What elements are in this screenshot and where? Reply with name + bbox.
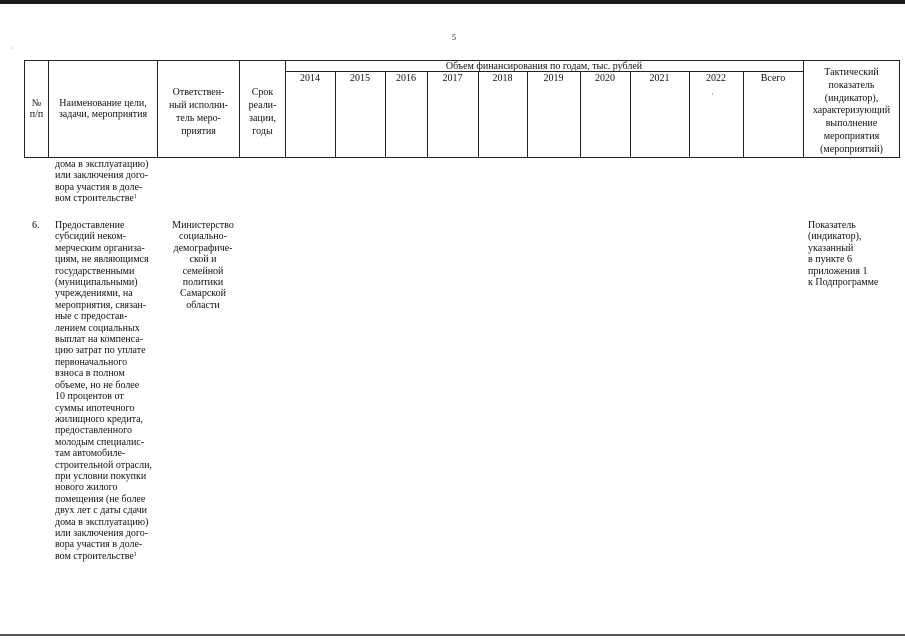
row6-name-text: 10 процентов от: [55, 391, 124, 403]
row6-name-line: [55, 539, 152, 550]
row6-name-line: [55, 528, 152, 539]
row6-name-text: двух лет с даты сдачи: [55, 505, 148, 517]
row6-name-line: [55, 266, 152, 277]
continuation-line: вом строительстве: [55, 193, 134, 205]
col-line: [385, 71, 386, 158]
row6-name-line: [55, 243, 152, 254]
header-year-2015: 2015: [350, 73, 370, 84]
row6-name-text: там автомобиле-: [55, 448, 126, 460]
header-year-2020: 2020: [595, 73, 615, 84]
header-total: Всего: [760, 73, 786, 84]
row6-name-line: [55, 414, 152, 425]
footnote-mark: 1: [133, 551, 137, 558]
header-year-2017: 2017: [442, 73, 463, 84]
row6-name-text: строительной отрасли,: [55, 459, 152, 471]
top-border: [0, 0, 905, 4]
row6-name-line: [55, 380, 152, 391]
row6-name-line: [55, 505, 152, 516]
col-line: [527, 71, 528, 158]
row6-name-text: суммы ипотечного: [55, 402, 135, 414]
row6-name-text: или заключения дого-: [55, 527, 149, 539]
header-term: Срок реали- зации, годы: [248, 87, 277, 137]
header-year-2021: 2021: [649, 73, 670, 84]
row6-name-text: выплат на компенса-: [55, 334, 144, 346]
row6-name-text: ные с предостав-: [55, 311, 128, 323]
row6-name-line: [55, 288, 152, 299]
row6-name-text: (муниципальными): [55, 277, 138, 289]
row6-name-text: предоставленного: [55, 425, 132, 437]
header-year-2018: 2018: [492, 73, 513, 84]
row6-name-text: субсидий неком-: [55, 231, 126, 243]
header-num: № п/п: [29, 98, 44, 121]
continuation-line: или заключения дого-: [55, 170, 149, 182]
row6-name-line: [55, 425, 152, 436]
row6-name-line: [55, 391, 152, 402]
continuation-line: вора участия в доле-: [55, 181, 143, 193]
header-funding-title: Объем финансирования по годам, тыс. рублей: [445, 61, 643, 72]
row6-name-line: [55, 482, 152, 493]
row6-number: 6.: [32, 220, 40, 231]
footnote-mark: 1: [133, 194, 137, 201]
row6-name-text: при условии покупки: [55, 470, 147, 482]
row6-name-text: Предоставление: [55, 220, 125, 231]
row6-name-text: вора участия в доле-: [55, 539, 143, 551]
continuation-line: дома в эксплуатацию): [55, 159, 149, 170]
header-year-2016: 2016: [396, 73, 416, 84]
row6-name-line: [55, 323, 152, 334]
header-name: Наименование цели, задачи, мероприятия: [58, 98, 148, 121]
col-line: [899, 60, 900, 158]
row6-name-line: [55, 471, 152, 482]
header-year-2014: 2014: [300, 73, 320, 84]
page-number: 5: [452, 33, 456, 42]
row6-name-line: [55, 551, 152, 562]
col-line: [743, 71, 744, 158]
row6-name-line: [55, 231, 152, 242]
row6-indicator: Показатель (индикатор), указанный в пункте 6 приложения 1 к Подпрограмме: [808, 220, 879, 289]
row6-name-text: взноса в полном: [55, 368, 125, 380]
row6-name-text: жилищного кредита,: [55, 413, 144, 425]
col-line: [335, 71, 336, 158]
col-line: [427, 71, 428, 158]
row6-name-line: [55, 494, 152, 505]
row6-name-text: молодым специалис-: [55, 436, 145, 448]
bottom-border: [0, 634, 905, 636]
row6-name-text: мероприятия, связан-: [55, 299, 147, 311]
row6-name-line: [55, 254, 152, 265]
row6-name-text: лением социальных: [55, 322, 140, 334]
col-line: [580, 71, 581, 158]
row6-name-line: [55, 368, 152, 379]
col-line: [478, 71, 479, 158]
continuation-text: [55, 159, 148, 205]
row6-name-line: [55, 448, 152, 459]
scan-mark: ·: [10, 44, 13, 53]
row6-name-line: [55, 334, 152, 345]
row6-name-line: [55, 277, 152, 288]
header-year-2022: 2022: [706, 73, 726, 84]
row6-name-text: учреждениями, на: [55, 288, 133, 300]
row6-name-text: первоначального: [55, 356, 128, 368]
row6-name-text: вом строительстве: [55, 550, 134, 562]
row6-name-text: государственными: [55, 265, 135, 277]
row6-name-line: [55, 300, 152, 311]
header-responsible: Ответствен- ный исполни- тель меро- приятия: [169, 87, 228, 137]
row6-name-line: [55, 460, 152, 471]
row6-name-line: [55, 220, 152, 231]
row6-name-text: помещения (не более: [55, 493, 146, 505]
row6-name-text: цию затрат по уплате: [55, 345, 146, 357]
row6-name-line: [55, 311, 152, 322]
row6-name-text: мерческим организа-: [55, 242, 145, 254]
row6-name-text: нового жилого: [55, 482, 118, 494]
col-line: [689, 71, 690, 158]
header-year-2019: 2019: [543, 73, 564, 84]
row6-name-text: циям, не являющимся: [55, 254, 149, 266]
header-bottom-line: [24, 157, 900, 158]
row6-name-text: дома в эксплуатацию): [55, 516, 149, 528]
row6-responsible: Министерство социально- демографиче- ской и семейной политики Самарской области: [172, 220, 234, 311]
row6-name-line: [55, 357, 152, 368]
header-tactical-indicator: Тактический показатель (индикатор), характеризующий выполнение мероприятия (мероприятий): [812, 67, 891, 155]
row6-name-text: объеме, но не более: [55, 379, 140, 391]
row6-name-line: [55, 403, 152, 414]
row6-name-line: [55, 437, 152, 448]
col-line: [630, 71, 631, 158]
row6-name-line: [55, 517, 152, 528]
row6-name-line: [55, 345, 152, 356]
row6-name: [55, 220, 152, 562]
scan-dot: ·: [711, 90, 714, 99]
